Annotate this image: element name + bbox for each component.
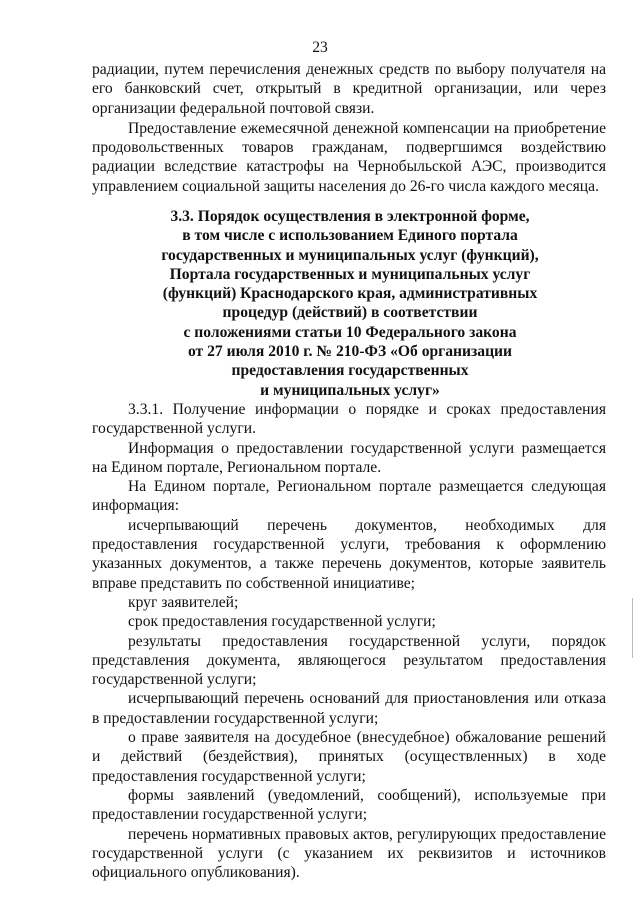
main-text-block [92, 400, 606, 882]
list-item-grounds: исчерпывающий перечень оснований для приостановления или отказа в предоставлении государственной услуги; [92, 690, 606, 727]
paragraph-info-list-intro: На Едином портале, Региональном портале размещается следующая информация: [92, 478, 606, 515]
list-item-documents: исчерпывающий перечень документов, необходимых для предоставления государственной услуги, требования к оформлению указанных документов, а также перечень документов, которые заявитель вправе представить по собственной инициативе; [92, 516, 606, 592]
list-item-term: срок предоставления государственной услуги; [128, 613, 436, 631]
heading-line: процедур (действий) в соответствии [222, 304, 478, 322]
heading-line: от 27 июля 2010 г. № 210-ФЗ «Об организации [187, 343, 513, 361]
paragraph-3-3-1: 3.3.1. Получение информации о порядке и сроках предоставления государственной услуги. [92, 401, 606, 438]
list-item-applicants: круг заявителей; [128, 593, 239, 611]
heading-line: Портала государственных и муниципальных услуг [169, 265, 531, 283]
scan-edge-mark [632, 598, 633, 658]
heading-line: (функций) Краснодарского края, административных [162, 285, 538, 303]
heading-line: 3.3. Порядок осуществления в электронной форме, [170, 208, 530, 225]
list-item-results: результаты предоставления государственной услуги, порядок представления документа, являющегося результатом предоставления государственной услуги; [92, 632, 606, 689]
page-number: 23 [312, 39, 328, 56]
heading-line: в том числе с использованием Единого портала [182, 227, 518, 245]
paragraph-compensation: Предоставление ежемесячной денежной компенсации на приобретение продовольственных товаров гражданам, подвергшимся воздействию радиации вследствие катастрофы на Чернобыльской АЭС, производится управлением социальной защиты населения до 26-го числа каждого месяца. [92, 119, 606, 195]
list-item-appeal-right: о праве заявителя на досудебное (внесудебное) обжалование решений и действий (бездействия), принятых (осуществленных) в ходе предоставления государственной услуги; [92, 729, 606, 785]
section-heading [120, 207, 580, 400]
paragraph-continuation: радиации, путем перечисления денежных средств по выбору получателя на его банковский счет, открытый в кредитной организации, или через организации федеральной почтовой связи. [92, 61, 606, 117]
heading-line: государственных и муниципальных услуг (функций), [161, 246, 539, 264]
list-item-forms: формы заявлений (уведомлений, сообщений), используемые при предоставлении государственной услуги; [92, 786, 606, 824]
top-text-block [92, 60, 606, 196]
paragraph-info-placement: Информация о предоставлении государственной услуги размещается на Едином портале, Региональном портале. [92, 439, 606, 476]
heading-line: предоставления государственных [231, 362, 469, 380]
heading-line: и муниципальных услуг» [260, 381, 440, 399]
heading-line: с положениями статьи 10 Федерального закона [183, 323, 517, 341]
list-item-legal-acts: перечень нормативных правовых актов, регулирующих предоставление государственной услуги (с указанием их реквизитов и источников официального опубликования). [92, 825, 606, 882]
